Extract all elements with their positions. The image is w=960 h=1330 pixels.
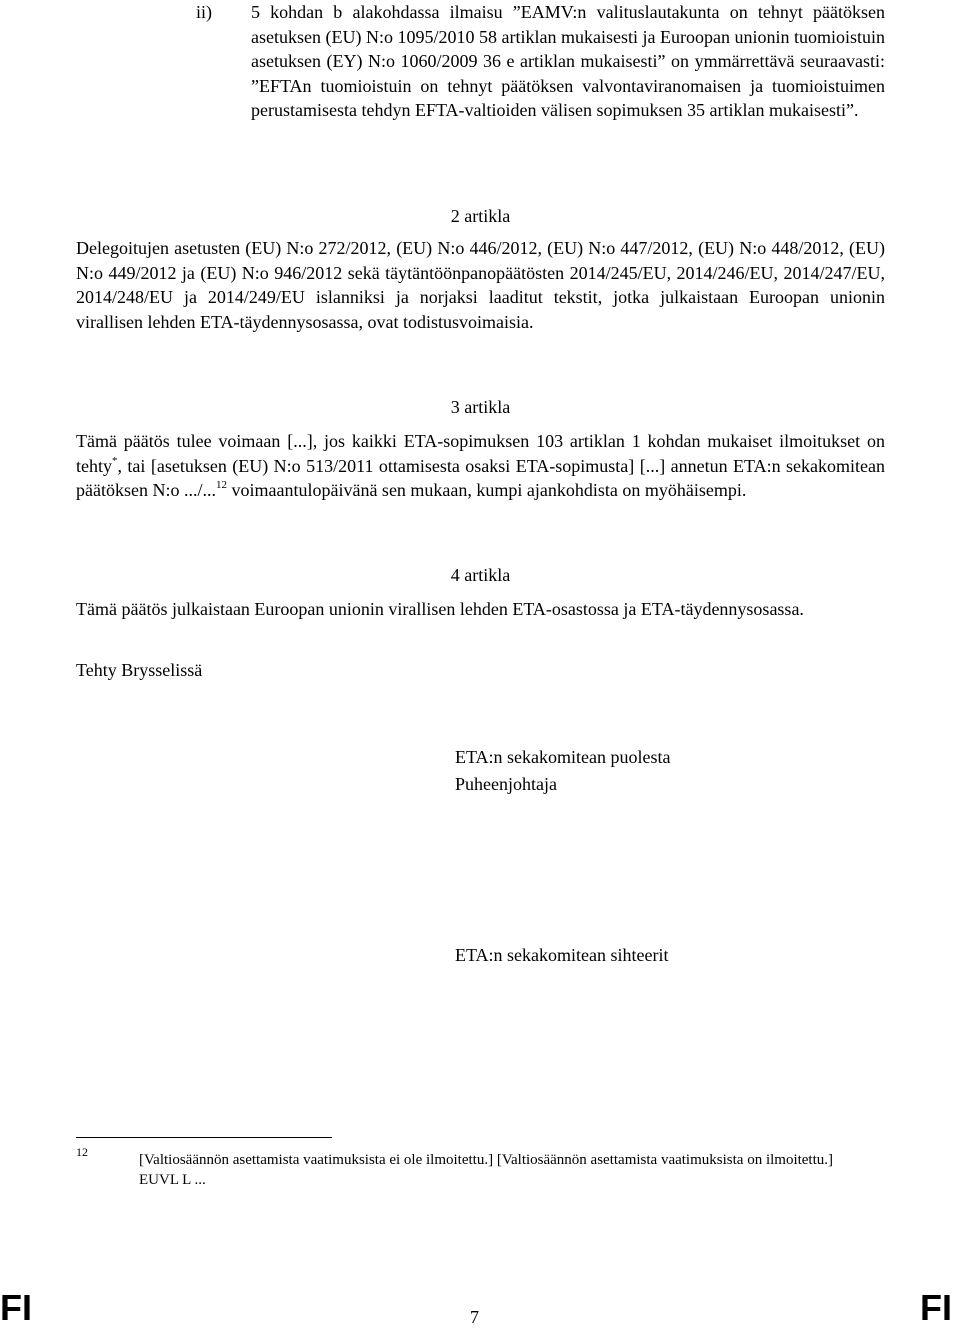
- article-3-heading: 3 artikla: [450, 397, 511, 417]
- signature-block-secretaries: [455, 943, 669, 968]
- article-4-heading: 4 artikla: [450, 565, 511, 585]
- article-3-text: [76, 429, 885, 503]
- footnote-text: [139, 1150, 885, 1190]
- done-at-line: Tehty Brysselissä: [76, 660, 203, 680]
- footnote-reference: 12: [215, 479, 227, 491]
- article-3-text-part2: , tai [asetuksen (EU) N:o 513/2011 ottamisesta osaksi ETA-sopimusta] [...] annetun ETA:n sekakomitean päätöksen N:o .../...: [76, 455, 885, 500]
- footnote-separator: [76, 1137, 332, 1138]
- article-2-text: Delegoitujen asetusten (EU) N:o 272/2012, (EU) N:o 446/2012, (EU) N:o 447/2012, (EU) N:o 448/2012, (EU) N:o 449/2012 ja (EU) N:o 946/2012 sekä täytäntöönpanopäätösten 2014/245/EU, 2014/246/EU, 2014/247/EU, 2014/248/EU ja 2014/249/EU islanniksi ja norjaksi laaditut tekstit, jotka julkaistaan Euroopan unionin virallisen lehden ETA-täydennysosassa, ovat todistusvoimaisia.: [76, 238, 885, 332]
- signature-block-chair-line1: ETA:n sekakomitean puolesta: [455, 747, 671, 767]
- signature-block-secretaries-line1: ETA:n sekakomitean sihteerit: [455, 945, 669, 965]
- article-3-text-part1: Tämä päätös tulee voimaan [...], jos kaikki ETA-sopimuksen 103 artiklan 1 kohdan mukaiset ilmoitukset on tehty: [76, 431, 885, 476]
- language-code-left: FI: [0, 1287, 32, 1328]
- list-item-text: 5 kohdan b alakohdassa ilmaisu ”EAMV:n valituslautakunta on tehnyt päätöksen asetuksen (EU) N:o 1095/2010 58 artiklan mukaisesti ja Euroopan unionin tuomioistuin asetuksen (EY) N:o 1060/2009 36 e artiklan mukaisesti” on ymmärrettävä seuraavasti: ”EFTAn tuomioistuin on tehnyt päätöksen valvontaviranomaisen ja tuomioistuimen perustamisesta tehdyn EFTA-valtioiden välisen sopimuksen 35 artiklan mukaisesti”.: [251, 2, 885, 120]
- signature-block-chair: [455, 745, 671, 796]
- list-marker: ii): [196, 2, 212, 22]
- page-number: 7: [470, 1307, 479, 1327]
- signature-block-chair-line2: Puheenjohtaja: [455, 773, 557, 794]
- article-2-heading: 2 artikla: [450, 206, 511, 226]
- article-3-text-part3: voimaantulopäivänä sen mukaan, kumpi ajankohdista on myöhäisempi.: [226, 480, 747, 500]
- footnote-line-2: EUVL L ...: [139, 1172, 206, 1188]
- asterisk-footnote-mark: *: [112, 454, 118, 467]
- article-4-text: Tämä päätös julkaistaan Euroopan unionin virallisen lehden ETA-osastossa ja ETA-täydennysosassa.: [76, 599, 804, 619]
- footnote-number: 12: [76, 1145, 88, 1159]
- language-code-right: FI: [920, 1287, 952, 1328]
- footnote-line-1: [Valtiosäännön asettamista vaatimuksista ei ole ilmoitettu.] [Valtiosäännön asettamista vaatimuksista on ilmoitettu.]: [139, 1152, 834, 1168]
